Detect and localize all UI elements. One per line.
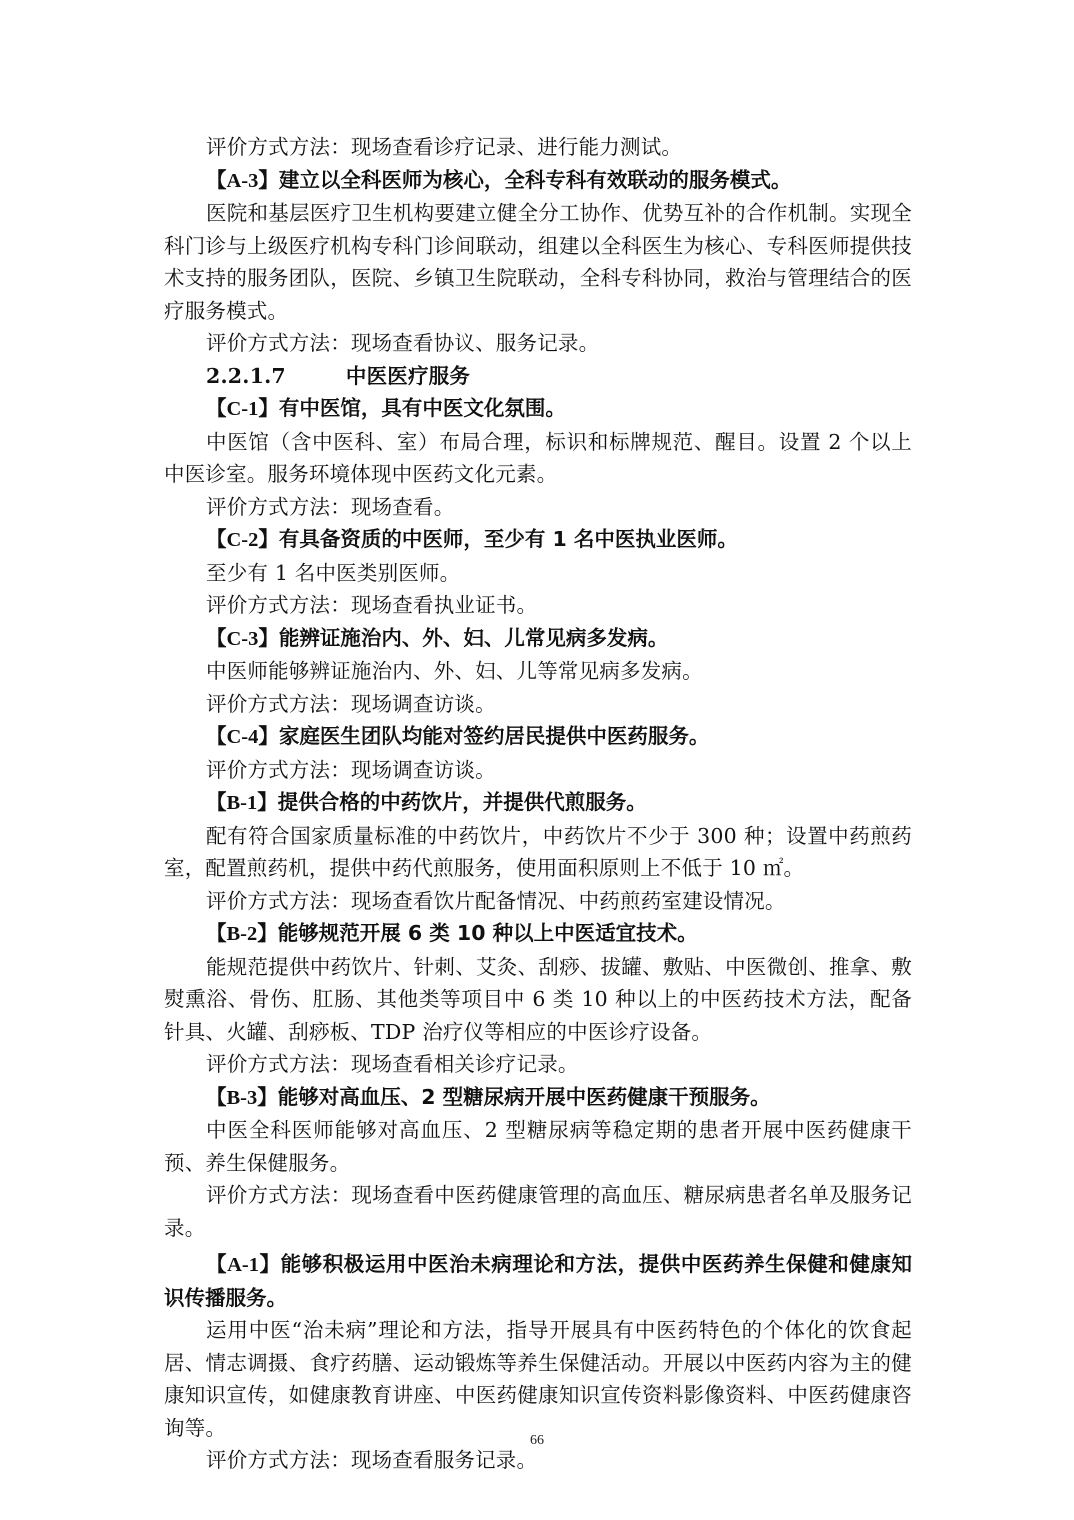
eval-method-line: 评价方式方法：现场查看执业证书。 xyxy=(206,593,538,617)
item-code: 【C-1】 xyxy=(206,398,279,420)
section-heading xyxy=(164,360,912,393)
item-code: 【A-3】 xyxy=(206,169,279,192)
eval-method-line: 评价方式方法：现场查看服务记录。 xyxy=(206,1448,538,1472)
document-body xyxy=(164,131,912,1477)
item-description: 中医馆（含中医科、室）布局合理，标识和标牌规范、醒目。设置 2 个以上中医诊室。服务环境体现中医药文化元素。 xyxy=(164,429,912,486)
item-description: 能规范提供中药饮片、针刺、艾灸、刮痧、拔罐、敷贴、中医微创、推拿、敷熨熏浴、骨伤、肛肠、其他类等项目中 6 类 10 种以上的中医药技术方法，配备针具、火罐、刮痧板、TDP 治疗仪等相应的中医诊疗设备。 xyxy=(164,954,912,1044)
item-code: 【A-1】 xyxy=(206,1254,281,1276)
item-heading-a3 xyxy=(164,164,912,198)
item-heading-c4 xyxy=(164,720,912,754)
item-description: 中医全科医师能够对高血压、2 型糖尿病等稳定期的患者开展中医药健康干预、养生保健服务。 xyxy=(164,1118,912,1175)
item-heading-c2 xyxy=(164,523,912,557)
item-title: 能辨证施治内、外、妇、儿常见病多发病。 xyxy=(278,625,669,650)
eval-method-line: 评价方式方法：现场查看中医药健康管理的高血压、糖尿病患者名单及服务记录。 xyxy=(164,1183,912,1240)
item-heading-b1 xyxy=(164,786,912,820)
eval-method-line: 评价方式方法：现场查看诊疗记录、进行能力测试。 xyxy=(206,135,683,159)
item-title: 建立以全科医师为核心，全科专科有效联动的服务模式。 xyxy=(278,167,792,192)
section-number: 2.2.1.7 xyxy=(206,363,286,388)
item-code: 【C-2】 xyxy=(206,529,279,551)
item-heading-b2 xyxy=(164,917,912,951)
item-title: 家庭医生团队均能对签约居民提供中医药服务。 xyxy=(278,724,710,748)
item-description: 运用中医“治未病”理论和方法，指导开展具有中医药特色的个体化的饮食起居、情志调摄、食疗药膳、运动锻炼等养生保健活动。开展以中医药内容为主的健康知识宣传，如健康教育讲座、中医药健康知识宣传资料影像资料、中医药健康咨询等。 xyxy=(164,1318,912,1440)
item-title: 能够规范开展 6 类 10 种以上中医适宜技术。 xyxy=(277,921,698,945)
item-code: 【B-1】 xyxy=(206,792,278,814)
item-code: 【C-3】 xyxy=(206,627,279,650)
item-heading-a1 xyxy=(164,1248,912,1314)
item-description: 医院和基层医疗卫生机构要建立健全分工协作、优势互补的合作机制。实现全科门诊与上级医疗机构专科门诊间联动，组建以全科医生为核心、专科医师提供技术支持的服务团队，医院、乡镇卫生院联动，全科专科协同，救治与管理结合的医疗服务模式。 xyxy=(164,201,912,323)
item-heading-c3 xyxy=(164,622,912,656)
item-title: 有中医馆，具有中医文化氛围。 xyxy=(278,396,566,420)
item-description: 至少有 1 名中医类别医师。 xyxy=(206,560,461,585)
eval-method-line: 评价方式方法：现场调查访谈。 xyxy=(206,691,496,716)
item-heading-b3 xyxy=(164,1081,912,1115)
eval-method-line: 评价方式方法：现场查看相关诊疗记录。 xyxy=(206,1052,579,1076)
eval-method-line: 评价方式方法：现场查看。 xyxy=(206,494,455,519)
eval-method-line: 评价方式方法：现场查看协议、服务记录。 xyxy=(206,331,600,355)
item-title: 能够对高血压、2 型糖尿病开展中医药健康干预服务。 xyxy=(277,1084,771,1109)
section-title: 中医医疗服务 xyxy=(345,363,471,388)
page-number: 66 xyxy=(530,1433,544,1448)
item-title: 提供合格的中药饮片，并提供代煎服务。 xyxy=(277,790,647,814)
item-code: 【B-2】 xyxy=(206,923,278,945)
item-title: 能够积极运用中医治未病理论和方法，提供中医药养生保健和健康知识传播服务。 xyxy=(164,1252,913,1310)
item-code: 【B-3】 xyxy=(206,1086,278,1109)
item-code: 【C-4】 xyxy=(206,726,279,748)
item-description: 中医师能够辨证施治内、外、妇、儿等常见病多发病。 xyxy=(206,659,703,683)
eval-method-line: 评价方式方法：现场调查访谈。 xyxy=(206,757,496,782)
item-heading-c1 xyxy=(164,392,912,426)
item-description: 配有符合国家质量标准的中药饮片，中药饮片不少于 300 种；设置中药煎药室，配置煎药机，提供中药代煎服务，使用面积原则上不低于 10 ㎡。 xyxy=(164,823,912,880)
item-title: 有具备资质的中医师，至少有 1 名中医执业医师。 xyxy=(278,527,738,551)
eval-method-line: 评价方式方法：现场查看饮片配备情况、中药煎药室建设情况。 xyxy=(206,888,786,913)
